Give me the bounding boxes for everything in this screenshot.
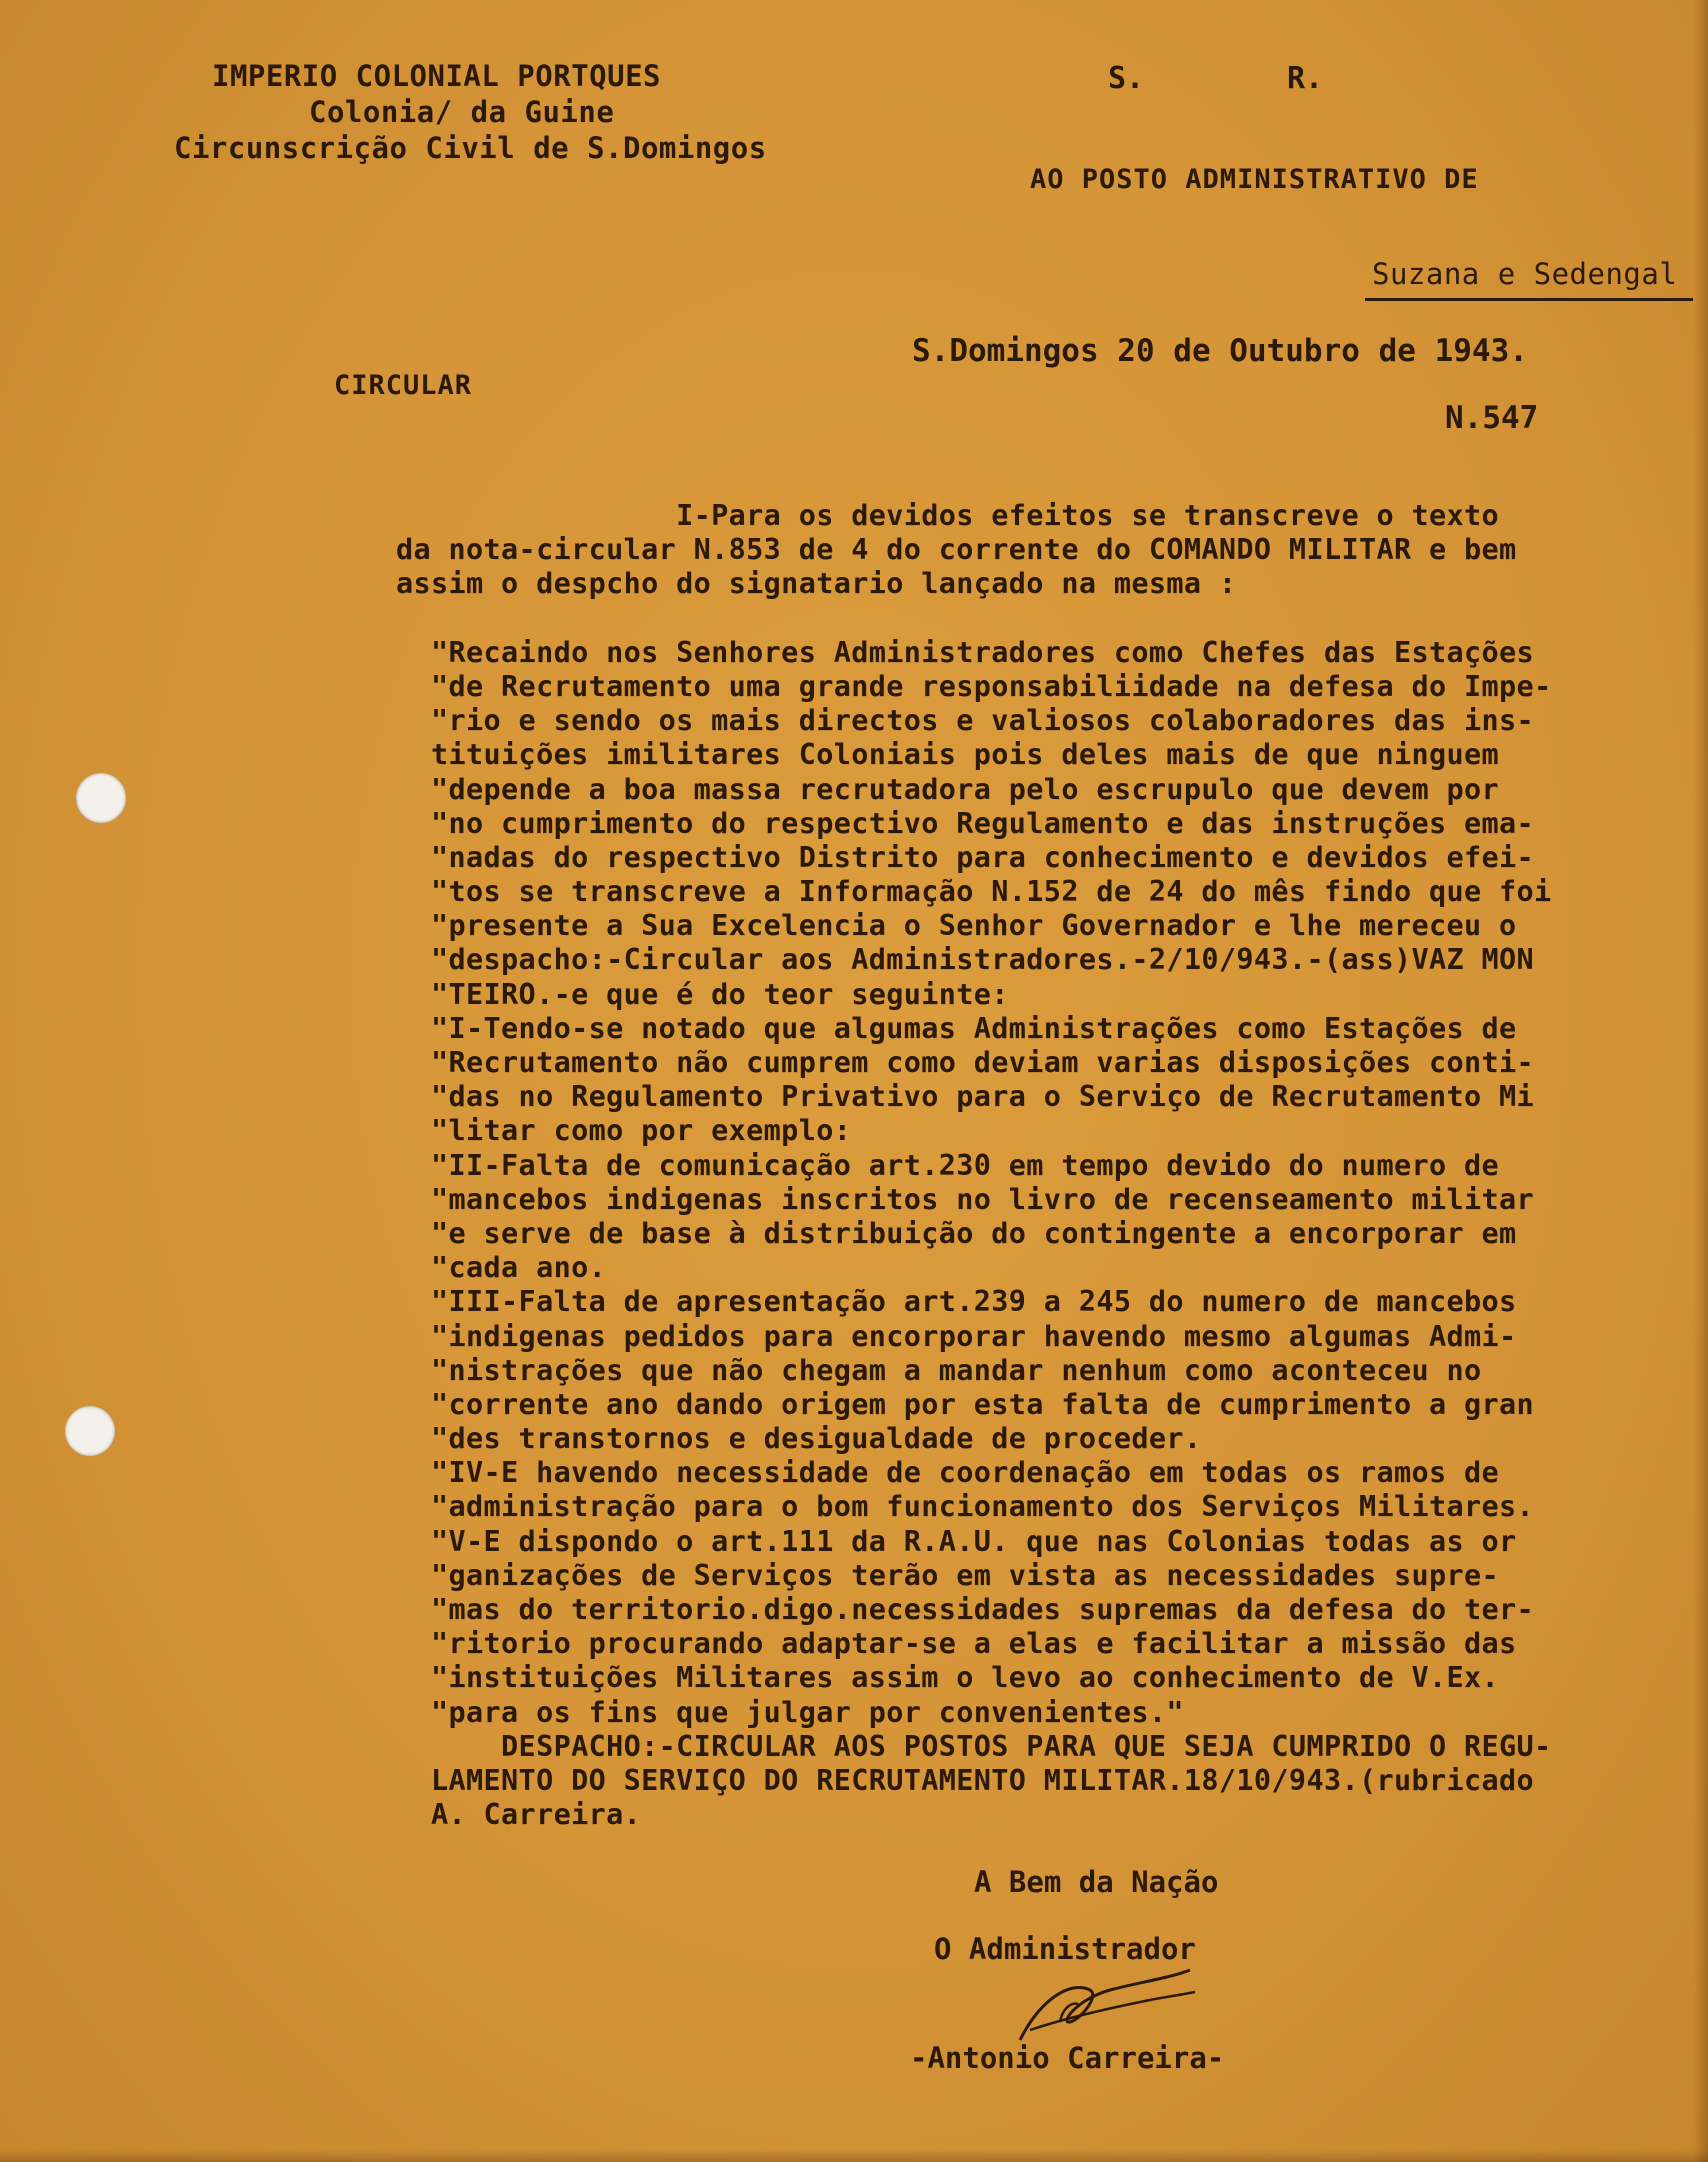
body-line: "cada ano. <box>396 1251 607 1285</box>
place-date: S.Domingos 20 de Outubro de 1943. <box>912 333 1528 369</box>
body-line: "depende a boa massa recrutadora pelo escrupulo que devem por <box>396 772 1500 806</box>
body-line: "tos se transcreve a Informação N.152 de 24 do mês findo que foi <box>396 875 1552 909</box>
body-line: "Recaindo nos Senhores Administradores como Chefes das Estações <box>396 635 1535 669</box>
mark-s: S. <box>1108 61 1145 96</box>
addressee-line: AO POSTO ADMINISTRATIVO DE <box>1030 164 1479 195</box>
header-line-3: Circunscrição Civil de S.Domingos <box>174 131 767 165</box>
body-line: "mancebos indigenas inscritos no livro de recenseamento militar <box>396 1182 1535 1216</box>
body-line: tituições imilitares Coloniais pois deles mais de que ninguem <box>396 738 1500 772</box>
body-line: "litar como por exemplo: <box>396 1114 852 1148</box>
body-line: I-Para os devidos efeitos se transcreve o texto <box>396 499 1500 532</box>
body-line: "III-Falta de apresentação art.239 a 245 do numero de mancebos <box>396 1285 1517 1319</box>
body-line: "I-Tendo-se notado que algumas Administrações como Estações de <box>396 1011 1517 1045</box>
closing-motto: A Bem da Nação <box>974 1865 1219 1899</box>
punch-hole <box>76 773 126 823</box>
body-line: DESPACHO:-CIRCULAR AOS POSTOS PARA QUE SEJA CUMPRIDO O REGU- <box>396 1729 1552 1763</box>
document-number: N.547 <box>1445 400 1539 436</box>
body-line: "instituições Militares assim o levo ao conhecimento de V.Ex. <box>396 1661 1500 1695</box>
circular-label: CIRCULAR <box>334 370 473 401</box>
letter-body <box>396 499 1706 1832</box>
closing-role: O Administrador <box>934 1932 1196 1966</box>
body-line: "no cumprimento do respectivo Regulamento e das instruções ema- <box>396 806 1535 840</box>
body-line <box>396 602 1706 636</box>
body-line: "das no Regulamento Privativo para o Serviço de Recrutamento Mi <box>396 1080 1535 1114</box>
body-line: "nistrações que não chegam a mandar nenhum como aconteceu no <box>396 1353 1482 1387</box>
body-line: "mas do territorio.digo.necessidades supremas da defesa do ter- <box>396 1593 1535 1626</box>
body-line: da nota-circular N.853 de 4 do corrente do COMANDO MILITAR e bem <box>396 533 1517 567</box>
body-line: "ritorio procurando adaptar-se a elas e facilitar a missão das <box>396 1627 1517 1661</box>
body-line: "II-Falta de comunicação art.230 em tempo devido do numero de <box>396 1148 1500 1182</box>
body-line: "corrente ano dando origem por esta falta de cumprimento a gran <box>396 1387 1535 1421</box>
header-line-1: IMPERIO COLONIAL PORTQUES <box>212 59 661 93</box>
place-underline <box>1365 298 1693 301</box>
body-line: "IV-E havendo necessidade de coordenação em todas os ramos de <box>396 1456 1500 1490</box>
body-line: "nadas do respectivo Distrito para conhecimento e devidos efei- <box>396 840 1535 874</box>
body-line: "ganizações de Serviços terão em vista as necessidades supre- <box>396 1558 1500 1592</box>
body-line: "V-E dispondo o art.111 da R.A.U. que nas Colonias todas as or <box>396 1524 1517 1558</box>
body-line: "de Recrutamento uma grande responsabiliidade na defesa do Impe- <box>396 669 1552 703</box>
body-line: "indigenas pedidos para encorporar havendo mesmo algumas Admi- <box>396 1319 1517 1353</box>
body-line: LAMENTO DO SERVIÇO DO RECRUTAMENTO MILITAR.18/10/943.(rubricado <box>396 1763 1535 1797</box>
body-line: "TEIRO.-e que é do teor seguinte: <box>396 977 1009 1011</box>
body-line: "des transtornos e desigualdade de proceder. <box>396 1422 1202 1456</box>
body-line: "rio e sendo os mais directos e valiosos colaboradores das ins- <box>396 704 1535 738</box>
body-line: "Recrutamento não cumprem como deviam varias disposições conti- <box>396 1046 1535 1079</box>
header-line-2: Colonia/ da Guine <box>309 95 615 129</box>
body-line: "administração para o bom funcionamento dos Serviços Militares. <box>396 1490 1535 1524</box>
signatory-name: -Antonio Carreira- <box>910 2041 1225 2075</box>
body-line: "e serve de base à distribuição do contingente a encorporar em <box>396 1216 1517 1250</box>
body-line: assim o despcho do signatario lançado na mesma : <box>396 567 1237 601</box>
body-line: "presente a Sua Excelencia o Senhor Governador e lhe mereceu o <box>396 909 1517 943</box>
body-line: "despacho:-Circular aos Administradores.-2/10/943.-(ass)VAZ MON <box>396 943 1535 977</box>
page-edge-shadow-bottom <box>0 2150 1708 2162</box>
addressee-place: Suzana e Sedengal <box>1372 257 1678 291</box>
body-line: A. Carreira. <box>396 1798 642 1832</box>
mark-r: R. <box>1287 61 1324 96</box>
body-line: "para os fins que julgar por convenientes." <box>396 1695 1184 1729</box>
punch-hole <box>65 1406 115 1456</box>
